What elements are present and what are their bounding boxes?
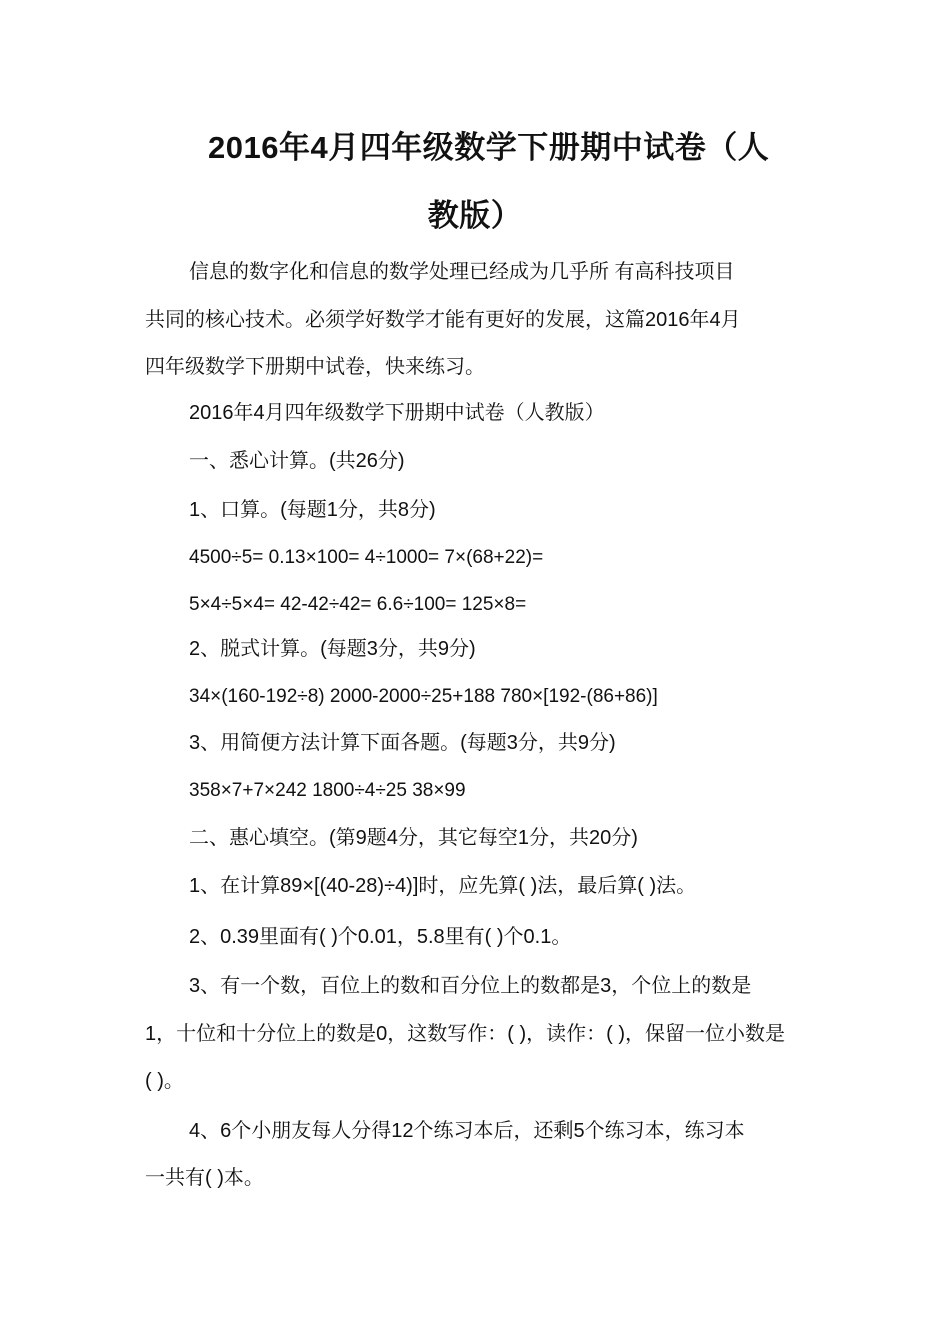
fill-question4-line2: 一共有( )本。 bbox=[145, 1167, 264, 1189]
question2-heading: 2、脱式计算。(每题3分，共9分) bbox=[189, 638, 476, 660]
question1-heading: 1、口算。(每题1分，共8分) bbox=[189, 499, 436, 521]
question2-row: 34×(160-192÷8) 2000-2000÷25+188 780×[192-(86+86)] bbox=[189, 686, 658, 707]
intro-paragraph-line1: 信息的数字化和信息的数学处理已经成为几乎所 有高科技项目 bbox=[189, 261, 735, 283]
fill-question2: 2、0.39里面有( )个0.01，5.8里有( )个0.1。 bbox=[189, 926, 572, 948]
intro-paragraph-line3: 四年级数学下册期中试卷，快来练习。 bbox=[145, 356, 485, 378]
question3-heading: 3、用简便方法计算下面各题。(每题3分，共9分) bbox=[189, 732, 616, 754]
section2-heading: 二、惠心填空。(第9题4分，其它每空1分，共20分) bbox=[189, 827, 638, 849]
question3-row: 358×7+7×242 1800÷4÷25 38×99 bbox=[189, 780, 466, 801]
fill-question4-line1: 4、6个小朋友每人分得12个练习本后，还剩5个练习本，练习本 bbox=[189, 1120, 745, 1142]
fill-question3-line3: ( )。 bbox=[145, 1070, 184, 1092]
section1-heading: 一、悉心计算。(共26分) bbox=[189, 450, 405, 472]
document-title-line2: 教版） bbox=[427, 198, 523, 233]
intro-paragraph-line2: 共同的核心技术。必须学好数学才能有更好的发展，这篇2016年4月 bbox=[145, 309, 741, 331]
fill-question3-line1: 3、有一个数，百位上的数和百分位上的数都是3，个位上的数是 bbox=[189, 975, 752, 997]
exam-subtitle: 2016年4月四年级数学下册期中试卷（人教版） bbox=[189, 402, 605, 424]
document-title-line1: 2016年4月四年级数学下册期中试卷（人 bbox=[208, 130, 770, 165]
question1-row2: 5×4÷5×4= 42-42÷42= 6.6÷100= 125×8= bbox=[189, 594, 527, 615]
fill-question3-line2: 1，十位和十分位上的数是0，这数写作：( )，读作：( )，保留一位小数是 bbox=[145, 1023, 785, 1045]
question1-row1: 4500÷5= 0.13×100= 4÷1000= 7×(68+22)= bbox=[189, 547, 544, 568]
fill-question1: 1、在计算89×[(40-28)÷4)]时，应先算( )法，最后算( )法。 bbox=[189, 875, 697, 897]
